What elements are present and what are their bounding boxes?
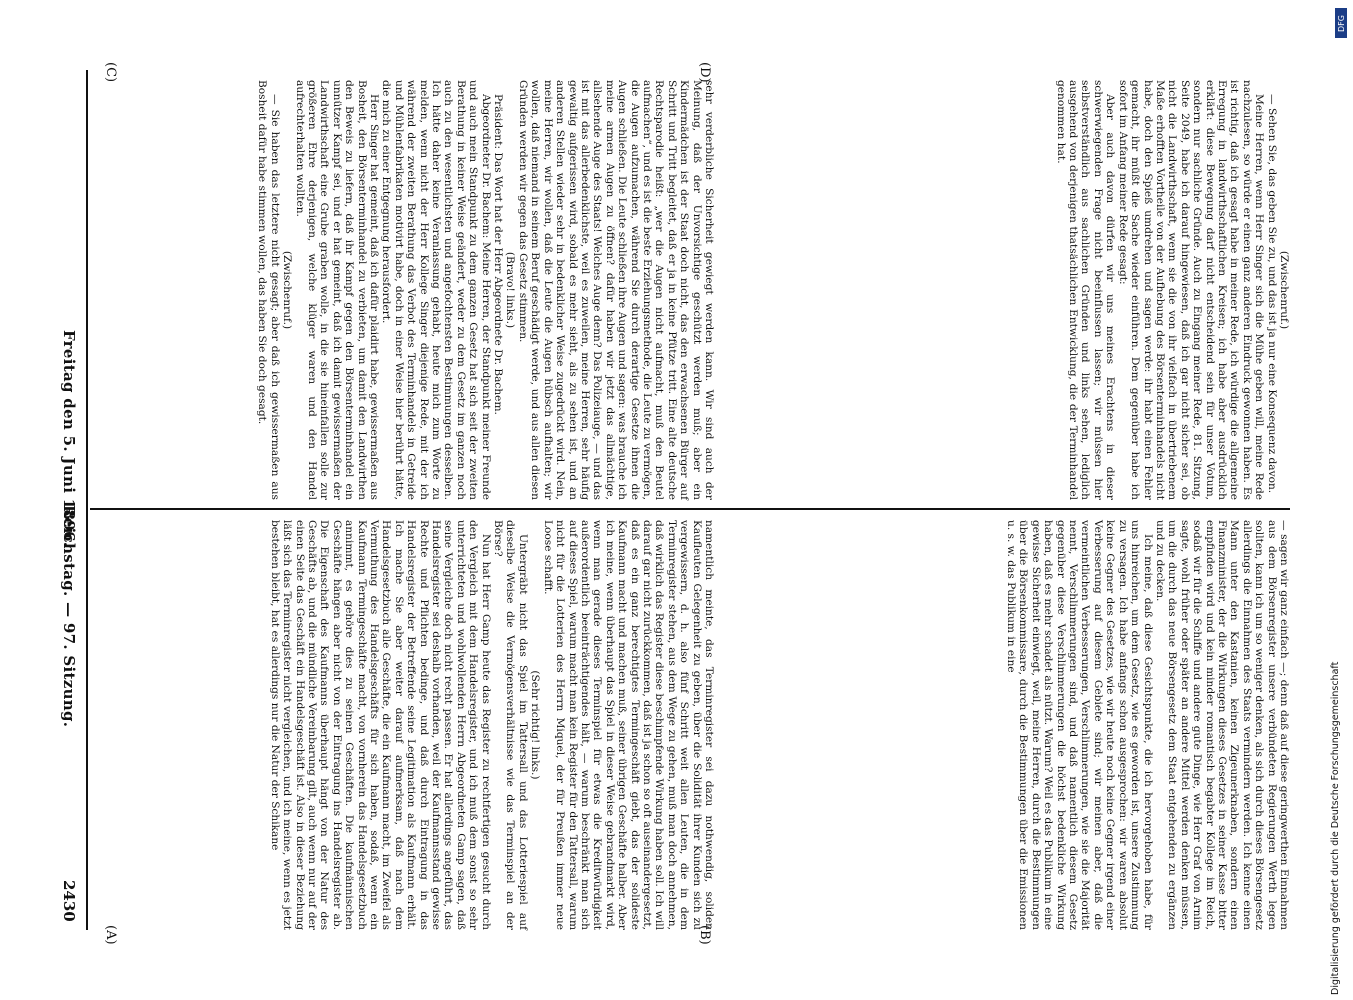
margin-marker-c: (C): [103, 62, 118, 83]
text-column-right-bottom: [1054, 80, 1290, 500]
text-column-left-bottom: [1005, 520, 1290, 930]
interjection: (Zwischenruf.): [1278, 250, 1290, 330]
session-header: Reichstag. — 97. Sitzung.: [60, 505, 78, 728]
paragraph: — sagen wir ganz einfach —; denn daß auf diese geringwerthen Einnahmen aus dem Börsenregister unsere verbündeten Regierungen Werth legen sollten, kann ich um so weniger denken, als sich durch dieses Börsengesetz allerdings die Einnahmen des Staats vermindern werden. Ich kenne einen Mann unter den Kastanien, keinen Zigeunerknaben, sondern einen Finanzminister, der die Wirkungen dieses Gesetzes in seiner Kasse bitter empfinden wird und kein minder romantisch begabter Kollege im Reich, sodaß wir für die Schiffe und andere gute Dinge, wie Herr Graf von Arnim sagte, wohl früher oder später an andere Mittel werden denken müssen, um die durch das neue Börsengesetz dem Staat entgehenden zu ergänzen und zu decken.: [1153, 520, 1290, 930]
interjection: (Bravo! links.): [504, 251, 517, 329]
quotation: Aber auch davon dürfen wir uns meines Erachtens in dieser schwerwiegenden Frage nicht beeinflussen lassen; wir müssen hier selbstverständlich aus sachlichen Gründen und links sehen, lediglich ausgehend von derjenigen thatsächlichen Entwicklung, die der Terminhandel genommen hat.: [1054, 80, 1117, 500]
paragraph: — Sie haben das letztere nicht gesagt; aber daß ich gewissermaßen aus Bosheit dafür habe stimmen wollen, das haben Sie doch gesagt.: [256, 80, 281, 500]
paragraph: — Sehen Sie, das geben Sie zu, und das ist ja nur eine Konsequenz davon.: [1265, 94, 1278, 494]
interjection: (Sehr richtig! links.): [529, 670, 542, 780]
paragraph: Untergräbt nicht das Spiel im Tattersall und das Lotteriespiel auf dieselbe Weise die Vermögensverhältnisse wie das Terminspiel an der Börse?: [492, 520, 529, 930]
paragraph: Meine Herren, wenn Herr Singer sich die Mühe geben will, meine Rede nachzulesen, so würde er einen ganz anderen Eindruck gewonnen haben. Es ist richtig, daß ich gesagt habe in meiner Rede, ich würdige die allgemeine Erregung in landwirthschaftlichen Kreisen; ich habe aber ausdrücklich erklärt: diese Bewegung darf nicht entscheidend sein für unser Votum, sondern nur sachliche Gründe. Auch zu Eingang meiner Rede, 81. Sitzung, Seite 2049, habe ich darauf hingewiesen, daß ich gar nicht sicher sei, ob nicht die Landwirthschaft, wenn sie die von ihr vielfach in übertriebenem Maße erhofften Vortheile von der Aufhebung des Börsenterminhandels nicht habe, doch den Spieß umdrehen und sagen werde: ihr habt einen Fehler gemacht, ihr müßt die Sache wieder einführen. Dem gegenüber habe ich sofort im Anfang meiner Rede gesagt:: [1116, 80, 1266, 500]
margin-marker-a: (A): [103, 925, 118, 945]
dfg-logo: [1335, 8, 1347, 38]
paragraph: Ich meine, daß diese Gesichtspunkte, die ich hervorgehoben habe, für uns hinreichen, um dem Gesetz, wie es geworden ist, unsere Zustimmung zu versagen. Ich habe anfangs schon ausgesprochen: wir waren absolut keine Gegner des Gesetzes, wie wir heute noch keine Gegner irgend einer Verbesserung auf diesem Gebiete sind; wir meinen aber, daß die vermeintlichen Verbesserungen, Verschlimmerungen, wie sie die Majorität nennt, Verschlimmerungen sind, und daß namentlich diesem Gesetz gegenüber diese Verschlimmerungen die höchst bedenkliche Wirkung haben, daß es mehr schadet als nützt. Warum? Weil es das Publikum in eine gewisse Sicherheit einwiegt, weil, meine Herren, durch die Bestimmungen über die Börsenkommissare, durch die Bestimmungen über die Emissionen u. s. w. das Publikum in eine: [1005, 520, 1154, 930]
page-number: 2430: [60, 880, 78, 922]
paragraph: sehr verderbliche Sicherheit gewiegt werden kann. Wir sind auch der Meinung, daß der Unvorsichtige geschützt werden muß; aber ein Kindermädchen ist der Staat doch nicht, das den erwachsenen Bürger auf Schritt und Tritt begleitet, daß er ja in keine Pfütze tritt. Eine alte deutsche Rechtsparodie heißt: „wer die Augen nicht aufmacht, muß den Beutel aufmachen“, und es ist die beste Erziehungsmethode, die Leute zu vermögen, die Augen aufzumachen, während Sie durch derartige Gesetze ihnen die Augen schließen. Die Leute schließen ihre Augen und sagen: was brauche ich meine armen Augen zu öffnen? dafür haben wir jetzt das allmächtige, allsehende Auge des Staats! Welches Auge denn? Das Polizeiauge, — und das ist mit das allerbedenklichste, weil es zuweilen, meine Herren, sehr häufig gewaltig aufgerissen wird, sobald es mehr sieht, als zu sehen ist, und an anderen Stellen wieder sehr in bedenklicher Weise zugedrückt wird. Nein, meine Herren, wir wollen, daß die Leute die Augen hübsch aufhalten; wir wollen, daß niemand in seinem Beruf geschädigt werde, und aus allen diesen Gründen werden wir gegen das Gesetz stimmen.: [516, 80, 715, 500]
dfg-logo-text: DFG: [1336, 14, 1346, 32]
margin-marker-d: (D): [697, 62, 712, 83]
text-column-left-top: [268, 520, 715, 930]
interjection: (Zwischenruf.): [281, 250, 294, 330]
paragraph: Nun hat Herr Gamp heute das Register zu rechtfertigen gesucht durch den Vergleich mit dem Handelsregister, und ich muß dem sonst so sehr unterrichteten und wohlwollenden Herrn Abgeordneten Gamp sagen, daß seine Vergleiche doch nicht recht passen. Er hat allerdings angeführt, das Handelsregister sei deshalb vorhanden, weil der Kaufmannsstand gewisse Rechte und Pflichten bedinge, und daß durch Eintragung in das Handelsregister der Betreffende seine Legitimation als Kaufmann erhält. Ich mache Sie aber weiter darauf aufmerksam, daß nach dem Handelsgesetzbuch alle Geschäfte, die ein Kaufmann macht, im Zweifel als Vermuthung des Handelsgeschäfts für sich haben, sodaß, wenn ein Kaufmann Termingeschäfte macht, von vornherein das Handelsgesetzbuch annimmt, es gehöre dies zu seinen Geschäften. Die kaufmännischen Geschäfte hängen aber nicht von der Eintragung ins Handelsregister ab. Die Eigenschaft des Kaufmanns überhaupt hängt von der Natur des Geschäfts ab, und die mündliche Vereinbarung gilt, auch wenn nur auf der einen Seite das Geschäft ein Handelsgeschäft ist. Also in dieser Beziehung läßt sich das Terminregister nicht vergleichen, und ich meine, wenn es jetzt bestehen bleibt, hat es allerdings nur die Natur der Schikane: [268, 520, 492, 930]
column-divider: [90, 508, 1290, 510]
paragraph: namentlich meinte, das Terminregister sei dazu nothwendig, soliden Kaufleuten Gelegenheit zu geben, über die Solidität ihrer Kunden sich zu vergewissern, d. h. also fünf Schritt weit allen Leuten, die in dem Terminregister stehen, aus dem Wege zu gehen, muß man doch annehmen, daß wirklich das Register diese beschimpfende Wirkung haben soll. Ich will darauf gar nicht zurückkommen, daß ist ja schon so oft auseinandergesetzt, daß es ein ganz berechtigtes Termingeschäft giebt, das der solideste Kaufmann macht und machen muß, seiner übrigen Geschäfte halber. Aber ich meine, wenn überhaupt das Spiel in dieser Weise gebrandmarkt wird, wenn man gerade dieses Terminspiel für etwas die Kreditwürdigkeit außerordentlich beeinträchtigendes hält, — warum beschränkt man sich auf dieses Spiel, warum macht man kein Register für den Tattersall, warum nicht für die Lotterien des Herrn Miquel, der für Preußen immer neue Loose schafft.: [541, 520, 715, 930]
paragraph: Herr Singer hat gemeint, daß ich dafür plaidirt habe, gewissermaßen aus Bosheit, den Börsenterminhandel zu verbieten, um damit den Landwirthen den Beweis zu liefern, daß ihr Kampf gegen den Börsenterminhandel ein unnützer Kampf sei, und er hat gemeint, daß ich damit gewissermaßen der Landwirthschaft eine Grube graben wolle, in die sie hineinfallen solle zur größeren Ehre derjenigen, welche klüger waren und den Handel aufrechterhalten wollten.: [293, 80, 381, 500]
margin-marker-b: (B): [697, 925, 712, 945]
text-column-right-top: [256, 80, 715, 500]
paragraph: Abgeordneter Dr. Bachem: Meine Herren, der Standpunkt meiner Freunde und auch mein Standpunkt zu dem ganzen Gesetz hat sich seit der zweiten Berathung in keiner Weise geändert, weder zu dem Gesetz im ganzen noch auch zu den wesentlichsten und angefochtensten Bestimmungen desselben. Ich hätte daher keine Veranlassung gehabt, heute mich zum Worte zu melden, wenn nicht der Herr Kollege Singer diejenige Rede, mit der ich während der zweiten Berathung das Verbot des Terminhandels in Getreide und Mühlenfabrikaten motivirt habe, doch in einer Weise hier berührt hätte, die mich zu einer Entgegnung herausfordert.: [380, 80, 492, 500]
date-header: Freitag den 5. Juni 1896.: [60, 330, 78, 548]
digitization-credit: Digitalisierung gefördert durch die Deutsche Forschungsgemeinschaft: [1330, 661, 1341, 995]
header-rule: [86, 70, 88, 930]
paragraph: Präsident: Das Wort hat der Herr Abgeordnete Dr. Bachem.: [492, 94, 505, 415]
